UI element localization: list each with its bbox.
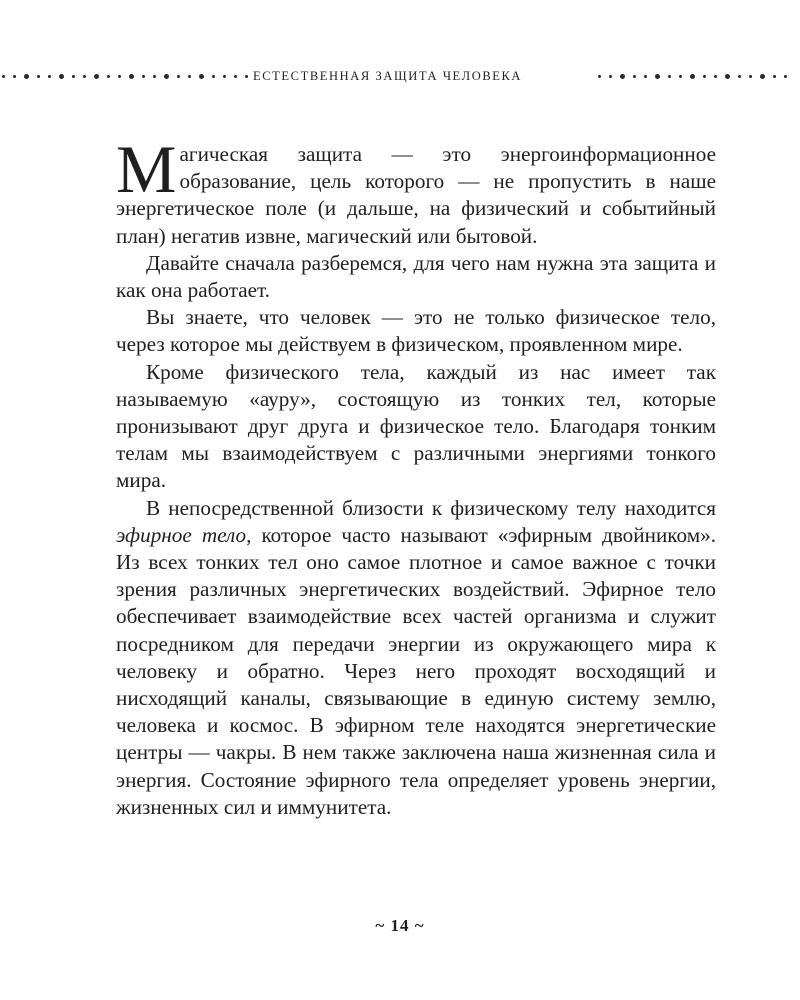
body-text [116,131,716,821]
running-header-title: ЕСТЕСТВЕННАЯ ЗАЩИТА ЧЕЛОВЕКА [253,69,523,83]
page-number: ~ 14 ~ [375,916,425,935]
paragraph-4: Кроме физического тела, каждый из нас имеет так называемую «ауру», состоящую из тонких тел, которые пронизывают друг друга и физическое тело. Благодаря тонким телам мы взаимодействуем с различными энергиями тонкого мира. [116,359,716,493]
paragraph-1: Магическая защита — это энергоинформационное образование, цель которого — не пропустить в наше энергетическое поле (и дальше, на физический и событийный план) негатив извне, магический или бытовой. [116,131,716,248]
right-dot-ornament [598,66,795,86]
paragraph-2: Давайте сначала разберемся, для чего нам нужна эта защита и как она работает. [116,250,716,303]
running-header [0,66,800,86]
paragraph-5: В непосредственной близости к физическому телу находится эфирное тело, которое часто называют «эфирным двойником». Из всех тонких тел оно самое плотное и самое важное с точки зрения различных энергетических воздействий. Эфирное тело обеспечивает взаимодействие всех частей организма и служит посредником для передачи энергии из окружающего мира к человеку и обратно. Через него проходят восходящий и нисходящий каналы, связывающие в единую систему землю, человека и космос. В эфирном теле находятся энергетические центры — чакры. В нем также заключена наша жизненная сила и энергия. Состояние эфирного тела определяет уровень энергии, жизненных сил и иммунитета. [116,495,716,819]
emphasis-ether-body: эфирное тело [116,522,247,547]
left-dot-ornament [2,66,256,86]
drop-cap: М [116,131,177,207]
paragraph-3: Вы знаете, что человек — это не только физическое тело, через которое мы действуем в физическом, проявленном мире. [116,305,716,357]
